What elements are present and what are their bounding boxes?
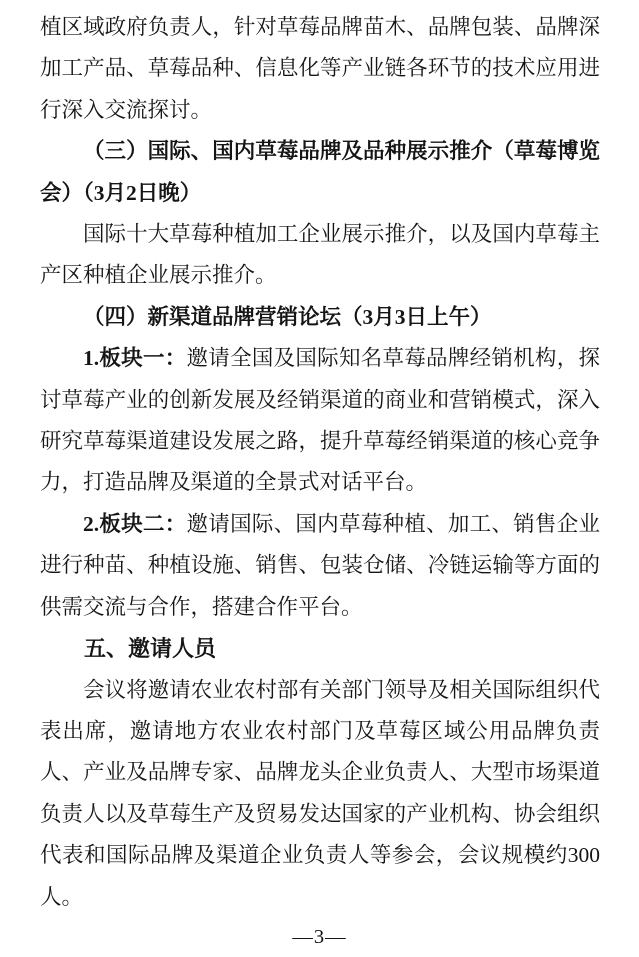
continuation-paragraph: 植区域政府负责人，针对草莓品牌苗木、品牌包装、品牌深加工产品、草莓品种、信息化等产业链各环节的技术应用进行深入交流探讨。: [40, 15, 600, 122]
block2-lead-label: 2.板块二：: [83, 511, 187, 536]
section-heading-5: 五、邀请人员: [84, 636, 217, 662]
page-footer: [0, 926, 639, 949]
invitees-paragraph: 会议将邀请农业农村部有关部门领导及相关国际组织代表出席，邀请地方农业农村部门及草莓区域公用品牌负责人、产业及品牌专家、品牌龙头企业负责人、大型市场渠道负责人以及草莓生产及贸易发达国家的产业机构、协会组织代表和国际品牌及渠道企业负责人等参会，会议规模约300人。: [40, 677, 600, 909]
section-heading-3: （三）国际、国内草莓品牌及品种展示推介（草莓博览会）（3月2日晚）: [40, 139, 600, 205]
expo-paragraph: 国际十大草莓种植加工企业展示推介，以及国内草莓主产区种植企业展示推介。: [40, 222, 600, 288]
block2-paragraph: [40, 504, 600, 628]
document-body: [40, 7, 600, 918]
page-number: —3—: [292, 926, 347, 948]
block1-lead-label: 1.板块一：: [83, 346, 187, 371]
block1-text: 邀请全国及国际知名草莓品牌经销机构，探讨草莓产业的创新发展及经销渠道的商业和营销模式，深入研究草莓渠道建设发展之路，提升草莓经销渠道的核心竞争力，打造品牌及渠道的全景式对话平台。: [40, 346, 600, 495]
block1-paragraph: [40, 338, 600, 504]
section-heading-4: （四）新渠道品牌营销论坛（3月3日上午）: [83, 304, 492, 329]
block2-text: 邀请国际、国内草莓种植、加工、销售企业进行种苗、种植设施、销售、包装仓储、冷链运输等方面的供需交流与合作，搭建合作平台。: [40, 511, 600, 619]
